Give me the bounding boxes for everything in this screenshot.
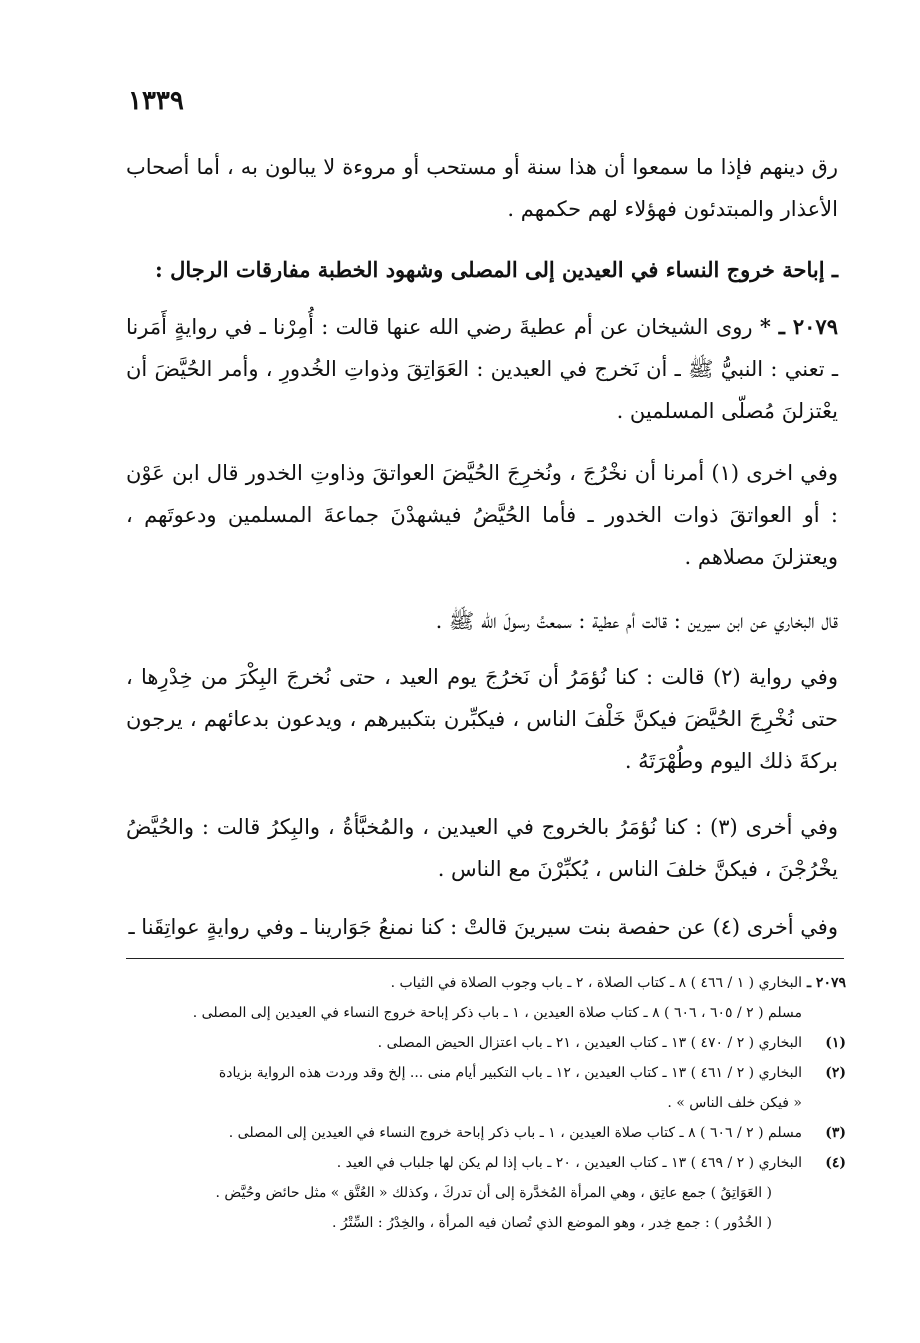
intro-paragraph [126, 146, 838, 230]
paragraph-narration-2 [126, 656, 838, 782]
footnote-3-label: (٣) [825, 1125, 846, 1141]
footnote-2-continuation: « فيكن خلف الناس » . [667, 1095, 802, 1111]
footnote-2-label: (٢) [825, 1065, 846, 1081]
footnote-3 [126, 1118, 846, 1148]
footnotes [126, 968, 846, 1238]
footnote-4-text: البخاري ( ٢ / ٤٦٩ ) ١٣ ـ كتاب العيدين ، ٢٠ ـ باب إذا لم يكن لها جلباب في العيد . [336, 1155, 802, 1171]
footnote-1-label: (١) [825, 1035, 846, 1051]
footnote-2 [126, 1058, 846, 1088]
paragraph-bukhari [126, 600, 838, 642]
gloss-awatiq: ( العَوَاتِقُ ) جمع عاتِق ، وهي المرأة المُخدَّرة إلى أن تدركَ ، وكذلك « العُتَّق » مثل حائض وحُيَّض . [215, 1185, 772, 1201]
footnote-divider [126, 958, 844, 959]
hadith-number: ٢٠٧٩ ـ * [759, 314, 838, 339]
footnote-4 [126, 1148, 846, 1178]
hadith-text: روى الشيخان عن أم عطيةَ رضي الله عنها قالت : أُمِرْنا ـ في روايةٍ أَمَرنا ـ تعني : النبيُّ ﷺ ـ أن نَخرج في العيدين : العَوَاتِقَ وذواتِ الخُدورِ ، وأمر الحُيَّضَ أن يعْتزلنَ مُصلّى المسلمين . [126, 315, 838, 423]
footnote-1 [126, 1028, 846, 1058]
footnote-ref-2: مسلم ( ٢ / ٦٠٥ ، ٦٠٦ ) ٨ ـ كتاب صلاة العيدين ، ١ ـ باب ذكر إباحة خروج النساء في العيدين إلى المصلى . [192, 1005, 802, 1021]
footnote-4-label: (٤) [825, 1155, 846, 1171]
gloss-khudur: ( الخُدُور ) : جمع خِدر ، وهو الموضع الذي تُصان فيه المرأة ، والخِدْرُ : السِّتْرُ . [331, 1215, 772, 1231]
footnote-1-text: البخاري ( ٢ / ٤٧٠ ) ١٣ ـ كتاب العيدين ، ٢١ ـ باب اعتزال الحيض المصلى . [377, 1035, 802, 1051]
page-number: ١٣٣٩ [128, 86, 184, 116]
footnote-ref-label: ٢٠٧٩ ـ [806, 975, 846, 991]
footnote-ref-1-text: البخاري ( ١ / ٤٦٦ ) ٨ ـ كتاب الصلاة ، ٢ ـ باب وجوب الصلاة في الثياب . [390, 975, 802, 991]
paragraph-6-text: وفي أخرى (٤) عن حفصة بنت سيرينَ قالتْ : كنا نمنعُ جَوَارينا ـ وفي روايةٍ عواتِقَنا ـ [128, 915, 838, 939]
paragraph-4-text: وفي رواية (٢) قالت : كنا نُؤمَرُ أن نَخرُجَ يوم العيد ، حتى نُخرجَ البِكْرَ من خِدْرِها ، حتى نُخْرِجَ الحُيَّضَ فيكنَّ خَلْفَ الناس ، فيكبِّرن بتكبيرهم ، ويدعون بدعائهم ، يرجون بركةَ ذلك اليوم وطُهْرَتَهُ . [126, 665, 838, 773]
section-heading: ـ إباحة خروج النساء في العيدين إلى المصلى وشهود الخطبة مفارقات الرجال : [155, 257, 838, 282]
paragraph-narration-3 [126, 806, 838, 890]
footnote-2-text: البخاري ( ٢ / ٤٦١ ) ١٣ ـ كتاب العيدين ، ١٢ ـ باب التكبير أيام منى ... إلخ وقد وردت هذه الرواية بزيادة [218, 1065, 802, 1081]
hadith-paragraph [126, 306, 838, 432]
intro-paragraph-text: رق دينهم فإذا ما سمعوا أن هذا سنة أو مستحب أو مروءة لا يبالون به ، أما أصحاب الأعذار والمبتدئون فهؤلاء لهم حكمهم . [126, 155, 838, 221]
paragraph-narration-4 [126, 906, 838, 948]
footnote-ref-1 [126, 968, 846, 998]
paragraph-2-text: وفي اخرى (١) أمرنا أن نخْرُجَ ، ونُخرِجَ الحُيَّضَ العواتقَ وذاوتِ الخدور قال ابن عَوْن : أو العواتقَ ذوات الخدور ـ فأما الحُيَّضُ فيشهدْنَ جماعةَ المسلمين ودعوتَهم ، ويعتزلنَ مصلاهم . [126, 461, 838, 569]
paragraph-3-text: قال البخاري عن ابن سيرين : قالت أم عطية : سمعتُ رسولَ الله ﷺ . [435, 609, 838, 633]
paragraph-5-text: وفي أخرى (٣) : كنا نُؤمَرُ بالخروج في العيدين ، والمُخبَّأةُ ، والبِكرُ قالت : والحُيَّضُ يخْرُجْنَ ، فيكنَّ خلفَ الناس ، يُكبِّرْنَ مع الناس . [126, 815, 838, 881]
footnote-3-text: مسلم ( ٢ / ٦٠٦ ) ٨ ـ كتاب صلاة العيدين ، ١ ـ باب ذكر إباحة خروج النساء في العيدين إلى المصلى . [228, 1125, 802, 1141]
paragraph-other-narration-1 [126, 452, 838, 578]
hadith-paragraph-text [126, 306, 838, 432]
